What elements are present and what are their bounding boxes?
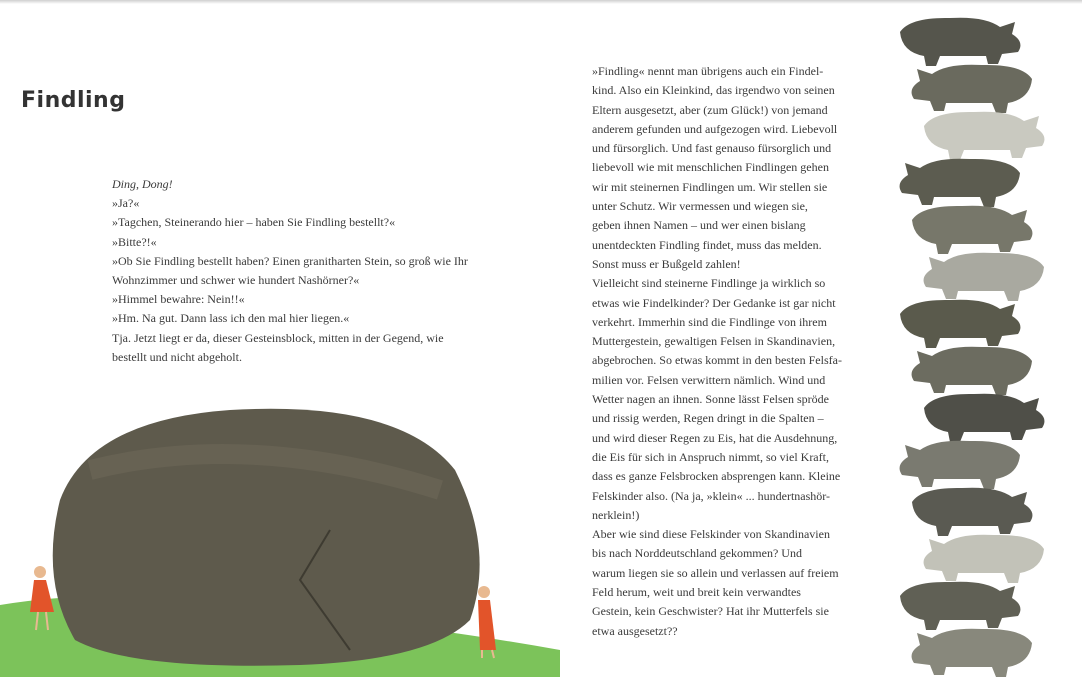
text-line: die Eis für sich in Anspruch nimmt, so viel Kraft, bbox=[592, 449, 829, 464]
text-line: Tja. Jetzt liegt er da, dieser Gesteinsblock, mitten in der Gegend, wie bbox=[112, 330, 444, 345]
rhino bbox=[912, 629, 1032, 677]
text-line: und fürsorglich. Und fast genauso fürsorglich und bbox=[592, 141, 832, 156]
child-right bbox=[478, 586, 496, 658]
boulder-illustration bbox=[0, 380, 560, 677]
rhino bbox=[912, 347, 1032, 395]
text-line: Sonst muss er Bußgeld zahlen! bbox=[592, 256, 741, 271]
rhino bbox=[924, 112, 1044, 160]
rhino bbox=[924, 253, 1044, 301]
rhino bbox=[900, 441, 1020, 489]
text-line: nerklein!) bbox=[592, 507, 640, 522]
rhino bbox=[924, 535, 1044, 583]
text-line: Aber wie sind diese Felskinder von Skandinavien bbox=[592, 527, 830, 542]
text-line: etwas wie Findelkinder? Der Gedanke ist gar nicht bbox=[592, 295, 836, 310]
text-line: »Hm. Na gut. Dann lass ich den mal hier liegen.« bbox=[112, 311, 350, 326]
rhino bbox=[900, 18, 1020, 66]
text-line: »Bitte?!« bbox=[112, 234, 157, 249]
text-line: Vielleicht sind steinerne Findlinge ja wirklich so bbox=[592, 276, 826, 291]
text-line: wir mit steinernen Findlingen um. Wir stellen sie bbox=[592, 179, 828, 194]
rhino bbox=[912, 206, 1032, 254]
text-line: warum liegen sie so allein und verlassen auf freiem bbox=[592, 565, 839, 580]
rhino bbox=[912, 488, 1032, 536]
text-line: anderem gefunden und aufgezogen wird. Liebevoll bbox=[592, 121, 838, 136]
text-line: milien vor. Felsen verwittern nämlich. Wind und bbox=[592, 372, 826, 387]
text-line: Feld herum, weit und breit kein verwandtes bbox=[592, 585, 801, 600]
text-line: dass es ganze Felsbrocken absprengen kann. Kleine bbox=[592, 469, 841, 484]
text-line: »Himmel bewahre: Nein!!« bbox=[112, 292, 245, 307]
text-line: »Ja?« bbox=[112, 196, 140, 211]
text-line: unter Schutz. Wir vermessen und wiegen sie, bbox=[592, 199, 808, 214]
text-line: Felskinder also. (Na ja, »klein« ... hundertnashör- bbox=[592, 488, 831, 503]
text-line: Ding, Dong! bbox=[112, 177, 173, 191]
rhino bbox=[900, 159, 1020, 207]
page-title: Findling bbox=[21, 88, 126, 113]
rhino bbox=[912, 65, 1032, 113]
text-line: und wird dieser Regen zu Eis, hat die Ausdehnung, bbox=[592, 430, 838, 445]
text-line: »Findling« nennt man übrigens auch ein Findel- bbox=[592, 64, 824, 78]
text-line: kind. Also ein Kleinkind, das irgendwo von seinen bbox=[592, 83, 835, 98]
text-line: »Ob Sie Findling bestellt haben? Einen granitharten Stein, so groß wie Ihr bbox=[112, 253, 468, 268]
text-line: Eltern ausgesetzt, aber (zum Glück!) von jemand bbox=[592, 102, 828, 117]
text-line: etwa ausgesetzt?? bbox=[592, 623, 678, 638]
rhino bbox=[900, 582, 1020, 630]
text-line: Wetter nagen an ihnen. Sonne lässt Felsen spröde bbox=[592, 392, 829, 407]
text-line: bis nach Norddeutschland gekommen? Und bbox=[592, 546, 802, 561]
text-line: unentdeckten Findling findet, muss das melden. bbox=[592, 237, 822, 252]
text-line: »Tagchen, Steinerando hier – haben Sie Findling bestellt?« bbox=[112, 215, 396, 230]
text-line: und rissig werden, Regen dringt in die Spalten – bbox=[592, 411, 824, 426]
text-line: verkehrt. Immerhin sind die Findlinge von ihrem bbox=[592, 314, 827, 329]
text-line: liebevoll wie mit menschlichen Findlingen gehen bbox=[592, 160, 829, 175]
text-line: Wohnzimmer und schwer wie hundert Nashörner?« bbox=[112, 273, 360, 288]
rhino bbox=[900, 300, 1020, 348]
rhino bbox=[924, 394, 1044, 442]
text-line: abgebrochen. So etwas kommt in den besten Felsfa- bbox=[592, 353, 842, 368]
rhino-stack-illustration bbox=[860, 0, 1082, 677]
right-text-column bbox=[592, 62, 842, 641]
text-line: geben ihnen Namen – und wer einen bislang bbox=[592, 218, 806, 233]
left-text-column bbox=[112, 175, 468, 367]
text-line: Muttergestein, gewaltigen Felsen in Skandinavien, bbox=[592, 334, 836, 349]
text-line: bestellt und nicht abgeholt. bbox=[112, 349, 242, 364]
text-line: Gestein, kein Geschwister? Hat ihr Mutterfels sie bbox=[592, 604, 829, 619]
